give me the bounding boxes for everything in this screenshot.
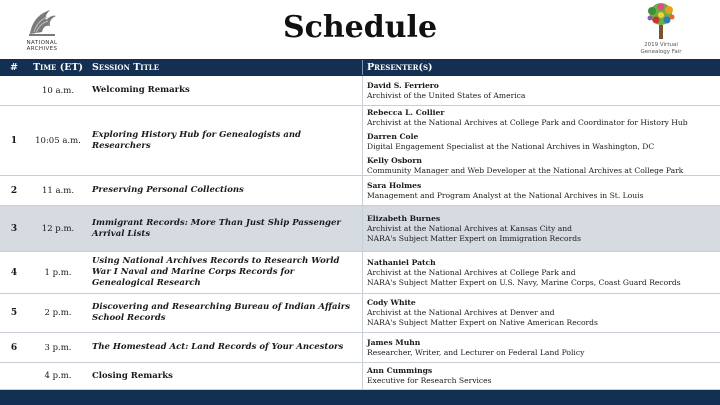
presenter-cell [367,214,717,244]
column-divider [362,333,363,362]
presenter-role: Digital Engagement Specialist at the National Archives in Washington, DC [367,142,655,151]
presenter-role: NARA's Subject Matter Expert on U.S. Navy, Marine Corps, Coast Guard Records [367,278,681,287]
family-tree-icon [642,1,680,41]
logo-text-line1: NATIONAL [26,40,58,46]
genealogy-fair-logo [628,0,694,59]
presenter-cell [367,108,717,176]
session-title: Using National Archives Records to Research World War I Naval and Marine Corps Records for Genealogical Research [92,256,340,288]
session-number: 5 [10,308,18,318]
session-time: 3 p.m. [44,343,72,353]
session-title: Discovering and Researching Bureau of Indian Affairs School Records [92,302,351,323]
logo-text-line2: ARCHIVES [26,46,58,52]
header-presenters: Presenter(s) [367,62,433,73]
session-title: Preserving Personal Collections [92,185,244,195]
header-title: Session Title [92,62,160,73]
presenter-role: NARA's Subject Matter Expert on Native American Records [367,318,598,327]
table-body [0,76,720,390]
presenter-name: Kelly Osborn [367,156,422,165]
presenter-name: Elizabeth Burnes [367,214,441,223]
session-time: 2 p.m. [44,308,72,318]
session-number: 3 [10,224,18,234]
session-number: 2 [10,186,18,196]
footer-bar [0,390,720,405]
table-row [0,76,720,106]
presenter-cell [367,258,717,288]
session-time: 10 a.m. [41,86,75,96]
table-row [0,333,720,363]
presenter-role: Archivist of the United States of America [367,91,526,100]
session-number: 6 [10,343,18,353]
presenter-role: Archivist at the National Archives at College Park and [367,268,576,277]
header-time: Time (ET) [32,62,84,73]
table-row [0,206,720,252]
header-num: # [10,62,18,73]
presenter-role: Archivist at the National Archives at College Park and Coordinator for History Hub [367,118,688,127]
column-divider [362,363,363,389]
presenter-name: Sara Holmes [367,181,422,190]
session-number: 1 [10,136,18,146]
session-time: 1 p.m. [44,268,72,278]
presenter-name: David S. Ferriero [367,81,439,90]
column-divider [362,76,363,105]
presenter-role: Researcher, Writer, and Lecturer on Federal Land Policy [367,348,585,357]
page-title: Schedule [282,10,438,45]
presenter-role: Executive for Research Services [367,376,492,385]
schedule-table [0,59,720,390]
presenter-name: Darren Cole [367,132,419,141]
fair-text-line1: 2019 Virtual [644,42,678,48]
header-divider [362,60,363,75]
table-row [0,106,720,176]
presenter-cell [367,181,717,201]
column-divider [362,176,363,205]
session-title: Welcoming Remarks [92,85,190,95]
session-title: Immigrant Records: More Than Just Ship Passenger Arrival Lists [92,218,341,239]
session-title: The Homestead Act: Land Records of Your Ancestors [92,342,344,352]
presenter-role: Archivist at the National Archives at Kansas City and [367,224,572,233]
session-time: 4 p.m. [44,371,72,381]
table-row [0,294,720,333]
presenter-cell [367,338,717,358]
fair-text-line2: Genealogy Fair [640,49,682,55]
presenter-name: Nathaniel Patch [367,258,436,267]
presenter-name: James Muhn [367,338,421,347]
table-row [0,363,720,390]
presenter-cell [367,366,717,386]
presenter-name: Rebecca L. Collier [367,108,445,117]
presenter-cell [367,298,717,328]
table-row [0,176,720,206]
column-divider [362,252,363,293]
session-number: 4 [10,268,18,278]
presenter-role: Management and Program Analyst at the National Archives in St. Louis [367,191,644,200]
column-divider [362,206,363,251]
session-time: 11 a.m. [41,186,75,196]
presenter-name: Cody White [367,298,416,307]
table-header [0,59,720,76]
table-row [0,252,720,294]
presenter-role: Community Manager and Web Developer at the National Archives at College Park [367,166,684,175]
page-header [0,0,720,59]
session-time: 12 p.m. [41,224,75,234]
session-title: Exploring History Hub for Genealogists and Researchers [92,130,301,151]
presenter-role: Archivist at the National Archives at Denver and [367,308,555,317]
session-title: Closing Remarks [92,371,173,381]
column-divider [362,294,363,332]
session-time: 10:05 a.m. [35,136,81,146]
column-divider [362,106,363,175]
presenter-role: NARA's Subject Matter Expert on Immigration Records [367,234,581,243]
presenter-cell [367,81,717,101]
presenter-name: Ann Cummings [367,366,433,375]
